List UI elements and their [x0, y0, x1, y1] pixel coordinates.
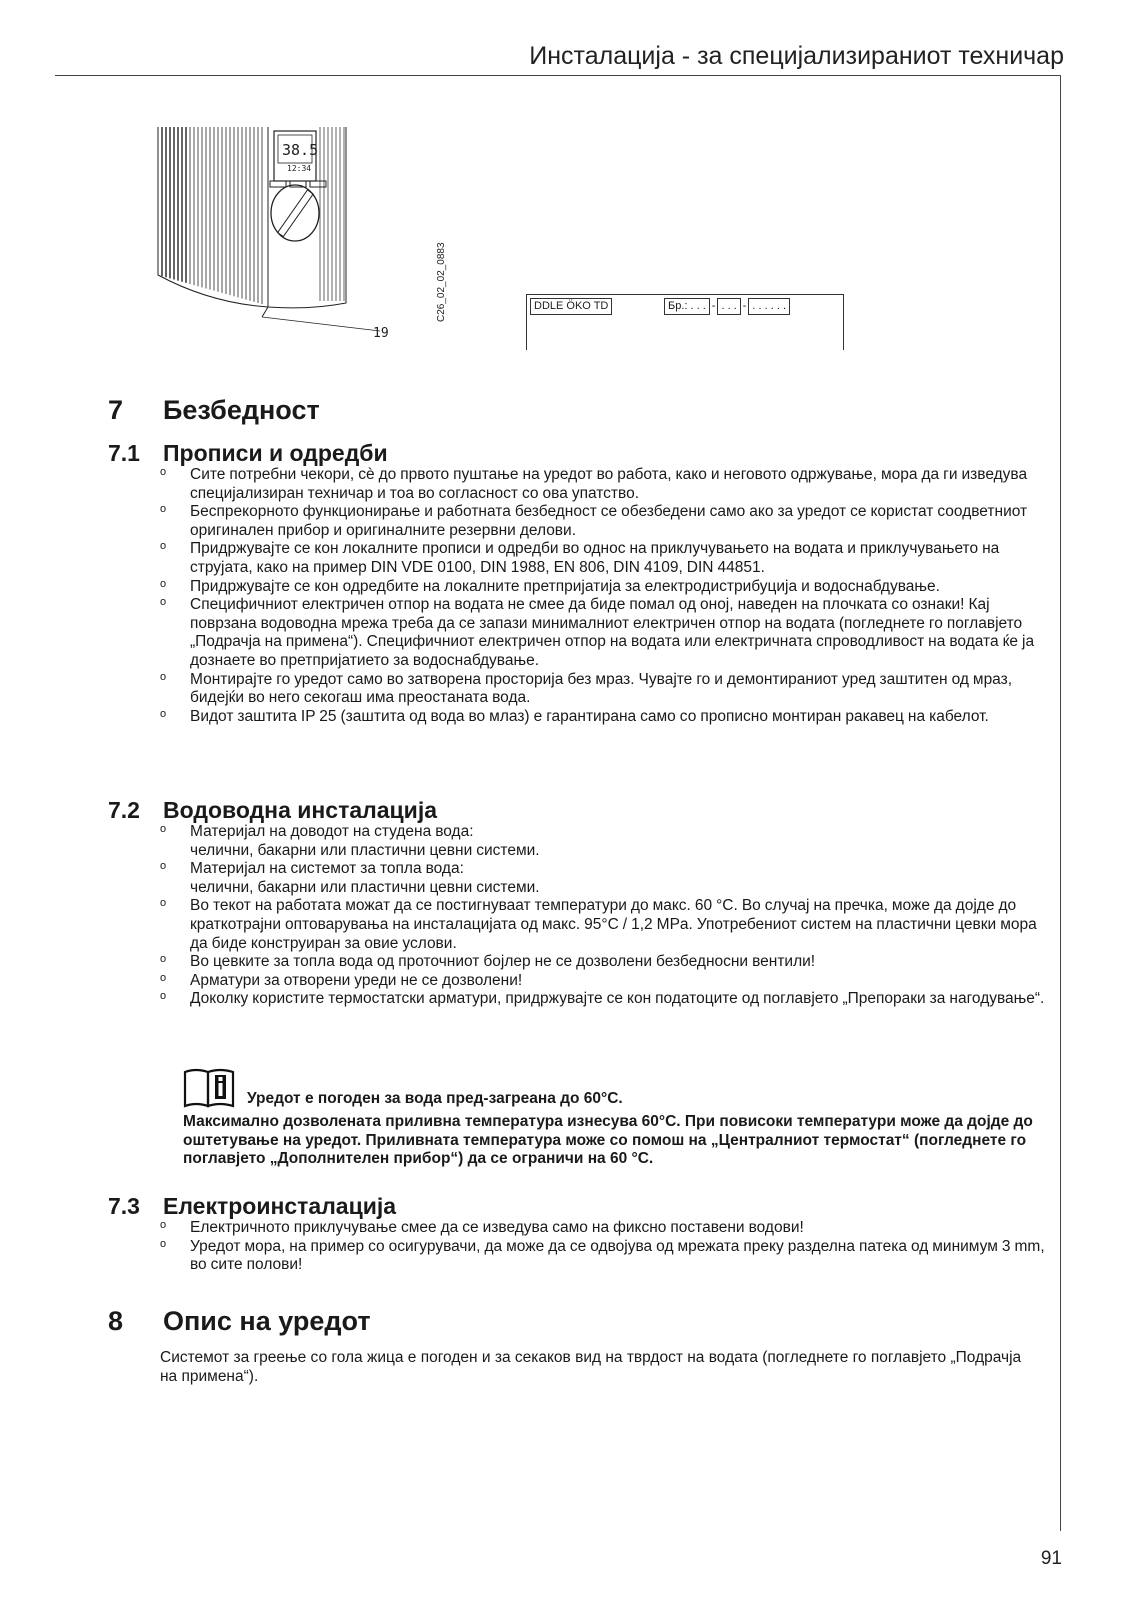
regulations-list — [160, 466, 1050, 726]
section-7-heading — [108, 395, 320, 426]
section-number: 8 — [108, 1306, 124, 1336]
list-item — [160, 823, 1050, 860]
bullet-icon: o — [160, 953, 167, 966]
section-title: Прописи и одредби — [163, 440, 388, 466]
type-plate — [526, 294, 844, 350]
bullet-icon: o — [160, 1237, 167, 1250]
list-item — [160, 953, 1050, 972]
type-plate-serial: Бр.: . . . - . . . - . . . . . . — [664, 298, 790, 315]
list-item-text: Придржувајте се кон одредбите на локалните претпријатија за електродистрибуција и водоснабдување. — [190, 577, 940, 595]
list-item — [160, 466, 1050, 503]
list-item — [160, 1219, 1050, 1238]
note-headline: Уредот е погоден за вода пред-загреана до 60°C. — [247, 1090, 623, 1107]
list-item — [160, 990, 1050, 1009]
list-item — [160, 503, 1050, 540]
list-item-text: Беспрекорното функционирање и работната безбедност се обезбедени само ако за уредот се користат соодветниот оригинален прибор и оригиналните резервни делови. — [190, 503, 1028, 539]
list-item — [160, 708, 1050, 727]
list-item — [160, 860, 1050, 897]
info-book-icon — [183, 1066, 235, 1110]
list-item — [160, 596, 1050, 670]
note-body: Максимално дозволената приливна температура изнесува 60°C. При повисоки температури може да дојде до оштетување на уредот. Приливната температура може со помош на „Централниот термостат“ (погледнете го поглавјето „Дополнителен прибор“) да се ограничи на 60 °C. — [183, 1113, 1033, 1168]
list-item — [160, 897, 1050, 953]
section-number: 7.2 — [108, 797, 140, 823]
bullet-icon: o — [160, 670, 167, 683]
bullet-icon: o — [160, 1219, 167, 1231]
page-number: 91 — [1040, 1548, 1062, 1569]
bullet-icon: o — [160, 466, 167, 478]
bullet-icon: o — [160, 577, 167, 590]
bullet-icon: o — [160, 707, 167, 720]
list-item — [160, 540, 1050, 577]
bullet-icon: o — [160, 990, 167, 1003]
serial-field-3: . . . . . . — [748, 298, 790, 315]
section-7-3-heading — [108, 1193, 396, 1220]
display-temp: 38.5 — [282, 141, 319, 159]
list-item — [160, 1238, 1050, 1275]
list-item-text: Доколку користите термостатски арматури, придржувајте се кон податоците од поглавјето „Препораки за нагодување“. — [190, 990, 1045, 1008]
section-title: Безбедност — [163, 395, 320, 425]
list-item-text: Во цевките за топла вода од проточниот бојлер не се дозволени безбедносни вентили! — [190, 953, 816, 971]
water-installation-list — [160, 823, 1050, 1009]
list-item-text: Материјал на системот за топла вода: челични, бакарни или пластични цевни системи. — [190, 860, 540, 896]
section-number: 7.3 — [108, 1193, 140, 1219]
serial-field-1: Бр.: . . . — [664, 298, 710, 315]
list-item-text: Специфичниот електричен отпор на водата не смее да биде помал од оној, наведен на плочката со ознаки! Кај поврзана водоводна мрежа треба да се запази минималниот електричен отпор на водата (погледнете го поглавјето „Подрачја на примена“). Специфичниот електричен отпор на водата или електричната спроводливост на водата ќе ја дознаете во претпријатието за водоснабдување. — [190, 596, 1035, 669]
list-item-text: Сите потребни чекори, сè до првото пуштање на уредот во работа, како и неговото одржување, мора да ги изведува специјализиран техничар и тоа во согласност со ова упатство. — [190, 466, 1028, 502]
type-plate-model: DDLE ÖKO TD — [530, 298, 612, 315]
bullet-icon: o — [160, 971, 167, 984]
header-rule — [55, 75, 1061, 76]
list-item — [160, 671, 1050, 708]
list-item-text: Арматури за отворени уреди не се дозволени! — [190, 971, 523, 989]
display-time: 12:34 — [287, 164, 312, 173]
page-header-title: Инсталација - за специјализираниот техничар — [529, 42, 1064, 70]
section-title: Водоводна инсталација — [163, 797, 438, 823]
list-item-text: Придржувајте се кон локалните прописи и одредби во однос на приклучувањето на водата и приклучувањето на струјата, како на пример DIN VDE 0100, DIN 1988, EN 806, DIN 4109, DIN 44851. — [190, 540, 1000, 576]
section-7-1-heading — [108, 440, 388, 467]
figure-code: C26_02_02_0883 — [436, 242, 447, 322]
section-8-body: Системот за греење со гола жица е погоден и за секаков вид на тврдост на водата (погледнете го поглавјето „Подрачја на примена“). — [160, 1349, 1022, 1385]
section-title: Електроинсталација — [163, 1193, 397, 1219]
bullet-icon: o — [160, 540, 167, 553]
section-7-2-heading — [108, 797, 437, 824]
bullet-icon: o — [160, 860, 167, 873]
bullet-icon: o — [160, 897, 167, 910]
list-item-text: Електричното приклучување смее да се изведува само на фиксно поставени водови! — [190, 1219, 804, 1236]
list-item-text: Уредот мора, на пример со осигурувачи, да може да се одвојува од мрежата преку разделна патека од минимум 3 mm, во сите полови! — [190, 1237, 1045, 1274]
list-item — [160, 972, 1050, 991]
page-margin-rule — [1060, 75, 1061, 1531]
bullet-icon: o — [160, 823, 167, 835]
list-item-text: Во текот на работата можат да се постигнуваат температури до макс. 60 °C. Во случај на пречка, може да дојде до краткотрајни оптоварувања на инсталацијата од макс. 95°C / 1,2 MPa. Употребениот систем на пластични цевки мора да биде конструиран за овие услови. — [190, 897, 1037, 952]
bullet-icon: o — [160, 503, 167, 516]
section-number: 7 — [108, 395, 124, 425]
list-item-text: Видот заштита IP 25 (заштита од вода во млаз) е гарантирана само со прописно монтиран ракавец на кабелот. — [190, 707, 989, 725]
serial-field-2: . . . — [717, 298, 740, 315]
list-item-text: Монтирајте го уредот само во затворена просторија без мраз. Чувајте го и демонтираниот уред заштитен од мраз, бидејќи во него секогаш има преостаната вода. — [190, 670, 1013, 707]
figure-callout-number: 19 — [373, 326, 389, 341]
electrical-installation-list — [160, 1219, 1050, 1275]
section-8-heading — [108, 1306, 371, 1337]
section-number: 7.1 — [108, 440, 140, 466]
list-item-text: Материјал на доводот на студена вода: челични, бакарни или пластични цевни системи. — [190, 823, 540, 859]
bullet-icon: o — [160, 596, 167, 609]
section-title: Опис на уредот — [163, 1306, 371, 1336]
list-item — [160, 578, 1050, 597]
device-illustration — [150, 125, 450, 350]
